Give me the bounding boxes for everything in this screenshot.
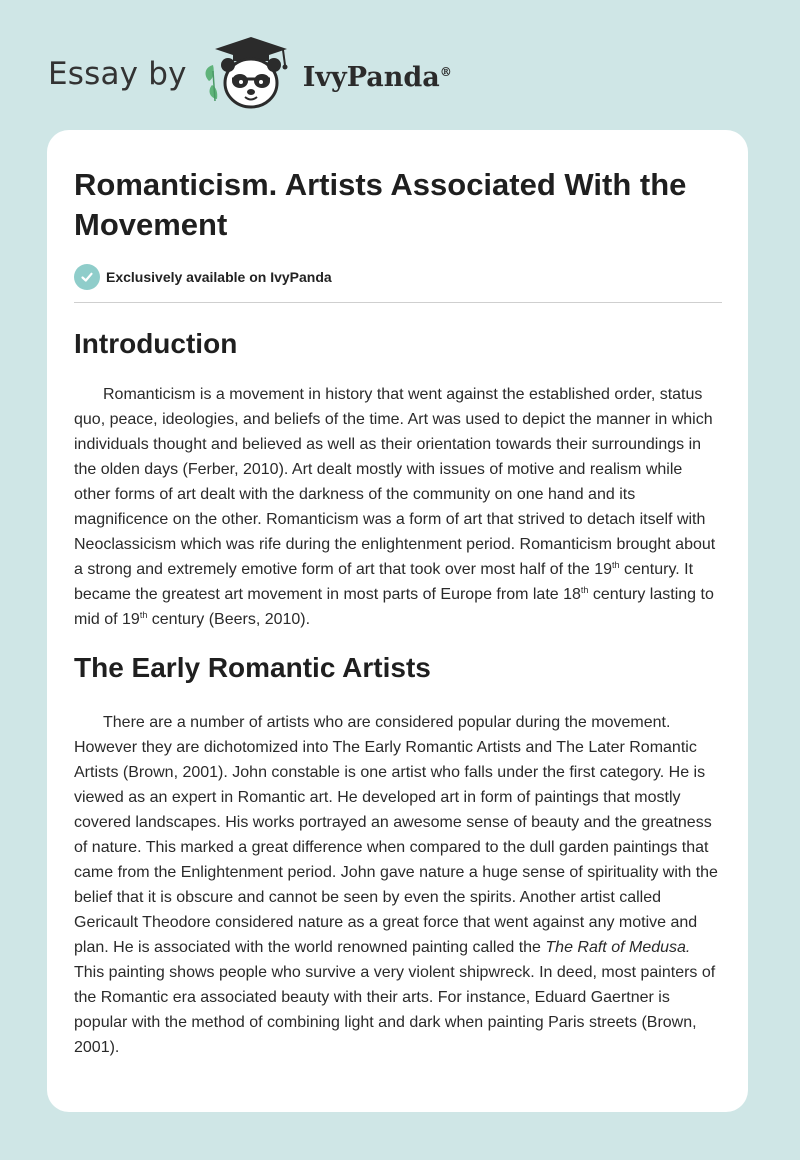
- site-header: [48, 34, 452, 114]
- exclusive-badge: [74, 264, 722, 290]
- essay-content: [74, 130, 722, 1060]
- check-icon: [74, 264, 100, 290]
- section-paragraph-introduction: Romanticism is a movement in history that went against the established order, status quo, peace, ideologies, and beliefs of the time. Art was used to depict the manner in which individuals thought and believed as well as their orientation towards their surroundings in the olden days (Ferber, 2010). Art dealt mostly with issues of motive and realism while other forms of art dealt with the darkness of the community on one hand and its magnificence on the other. Romanticism was a form of art that strived to detach itself with Neoclassicism which was rife during the enlightenment period. Romanticism brought about a strong and extremely emotive form of art that took over most half of the 19th century. It became the greatest art movement in most parts of Europe from late 18th century lasting to mid of 19th century (Beers, 2010).: [74, 386, 716, 628]
- brand-name[interactable]: IvyPanda®: [302, 61, 452, 93]
- essay-card: [47, 130, 748, 1112]
- section-paragraph-early-romantic-artists: There are a number of artists who are considered popular during the movement. However they are dichotomized into The Early Romantic Artists and The Later Romantic Artists (Brown, 2001). John constable is one artist who falls under the first category. He is viewed as an expert in Romantic art. He developed art in form of paintings that mostly covered landscapes. His works portrayed an awesome sense of beauty and the greatness of nature. This marked a great difference when compared to the dull garden paintings that came from the Enlightenment period. John gave nature a huge sense of spirituality with the belief that it is obscure and cannot be seen by even the spirits. Another artist called Gericault Theodore considered nature as a great force that went against any motive and plan. He is associated with the world renowned painting called the The Raft of Medusa. This painting shows people who survive a very violent shipwreck. In deed, most painters of the Romantic era associated beauty with their arts. For instance, Eduard Gaertner is popular with the method of combining light and dark when painting Paris streets (Brown, 2001).: [74, 714, 718, 1056]
- painting-title: The Raft of Medusa.: [545, 939, 691, 956]
- essay-by-label: Essay by: [48, 56, 187, 92]
- divider: [74, 302, 722, 303]
- panda-graduate-icon[interactable]: [201, 35, 297, 113]
- exclusive-label: Exclusively available on IvyPanda: [106, 269, 332, 285]
- section-heading-early-romantic-artists: The Early Romantic Artists: [74, 652, 431, 683]
- section-heading-introduction: Introduction: [74, 328, 238, 359]
- page-title: Romanticism. Artists Associated With the Movement: [74, 167, 687, 242]
